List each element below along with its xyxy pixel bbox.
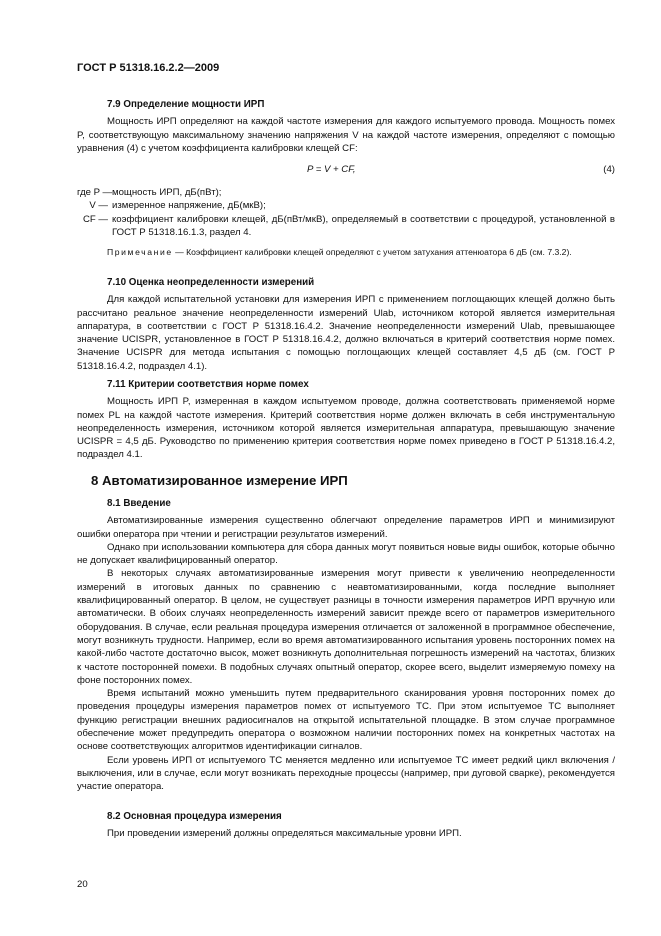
section-8-1-paragraph-3: В некоторых случаях автоматизированные измерения могут привести к увеличению неопределенности измерений в итоговых данных по сравнению с неавтоматизированными, когда последние выполняет квалифицированный оператор. В целом, не существует разницы в точности измерения параметров ИРП вручную или автоматически. В обоих случаях неопределенность измерений зависит прежде всего от параметров измерительного оборудования. В случае, если реальная процедура измерения отличается от заложенной в программное обеспечение, могут возникнуть трудности. Например, если во время автоматизированного испытания уровень посторонних помех на какой-либо частоте достаточно высок, может возникнуть дополнительная погрешность измерений на частотах, близких к частоте посторонней помехи. В подобных случаях опытный оператор, скорее всего, выделит измеряемую помеху на фоне посторонних помех. [77, 568, 615, 686]
definition-term: где P — [77, 187, 113, 199]
equation-number: (4) [603, 164, 615, 176]
section-7-9-title: 7.9 Определение мощности ИРП [107, 99, 265, 110]
definition-text: коэффициент калибровки клещей, дБ(пВт/мкВ), определяемый в соответствии с процедурой, установленной в ГОСТ Р 51318.16.1.3, раздел 4. [112, 213, 615, 239]
section-8 [77, 474, 615, 487]
section-7-10-title: 7.10 Оценка неопределенности измерений [107, 277, 315, 288]
note [77, 246, 615, 258]
section-8-1-paragraph-5: Если уровень ИРП от испытуемого ТС меняется медленно или испытуемое ТС имеет редкий цикл включения / выключения, или в случае, если могут возникать переходные процессы (например, при дуговой сварке), рекомендуется участие оператора. [77, 754, 615, 793]
section-8-title: 8 Автоматизированное измерение ИРП [91, 473, 348, 488]
definition-row [77, 213, 615, 240]
definition-row [77, 199, 615, 212]
section-8-1-title: 8.1 Введение [107, 498, 171, 509]
section-8-1-paragraph-1: Автоматизированные измерения существенно облегчают определение параметров ИРП и минимизируют ошибки оператора при чтении и регистрации результатов измерений. [77, 515, 615, 540]
document-header: ГОСТ Р 51318.16.2.2—2009 [77, 62, 220, 74]
section-7-11 [77, 378, 615, 462]
equation-4 [77, 163, 615, 177]
section-7-9 [77, 98, 615, 258]
note-text: — Коэффициент калибровки клещей определяют с учетом затухания аттенюатора 6 дБ (см. 7.3.2). [172, 247, 572, 258]
page-number: 20 [77, 879, 88, 890]
definition-row [77, 186, 615, 199]
equation-formula: P = V + CF, [307, 164, 356, 176]
definition-text: измеренное напряжение, дБ(мкВ); [112, 200, 266, 212]
section-7-9-paragraph: Мощность ИРП определяют на каждой частоте измерения для каждого испытуемого провода. Мощность помех P, соответствующую максимальному значению напряжения V на каждой частоте измерения, определяют с помощью уравнения (4) с учетом коэффициента калибровки клещей CF: [77, 116, 615, 154]
section-7-11-title: 7.11 Критерии соответствия норме помех [107, 379, 309, 390]
definition-text: мощность ИРП, дБ(пВт); [112, 187, 222, 199]
section-8-2-title: 8.2 Основная процедура измерения [107, 811, 282, 822]
definition-term: CF — [82, 213, 108, 225]
section-8-1-paragraph-4: Время испытаний можно уменьшить путем предварительного сканирования уровня посторонних помех до проведения процедуры измерения параметров помех от испытуемого ТС. При этом испытуемое ТС выполняет функцию регистрации внешних радиосигналов на открытой испытательной площадке. В этом случае программное обеспечение может предупредить оператора о возможном наличии посторонних помех на конкретных частотах на основе соответствующих алгоритмов идентификации сигналов. [77, 688, 615, 753]
section-8-2 [77, 810, 615, 841]
note-label: Примечание [107, 247, 173, 258]
section-7-11-paragraph: Мощность ИРП P, измеренная в каждом испытуемом проводе, должна соответствовать применяемой норме помех PL на каждой частоте измерения. Критерий соответствия норме должен включать в себя инструментальную неопределенность измерения, источником которой является измерительная аппаратура, превышающую значение UCISPR = 4,5 дБ. Руководство по применению критерия соответствия норме помех приведено в ГОСТ Р 51318.16.4.2, подраздел 4.1. [77, 396, 615, 461]
definition-term: V — [89, 200, 108, 212]
section-8-2-paragraph: При проведении измерений должны определяться максимальные уровни ИРП. [107, 828, 462, 840]
section-8-1 [77, 497, 615, 794]
section-8-1-paragraph-2: Однако при использовании компьютера для сбора данных могут появиться новые виды ошибок, которые обычно не допускает квалифицированный оператор. [77, 541, 615, 567]
section-7-10 [77, 276, 615, 373]
section-7-10-paragraph: Для каждой испытательной установки для измерения ИРП с применением поглощающих клещей должно быть рассчитано реальное значение неопределенности измерений Ulab, источником которой является измерительная аппаратура, в соответствии с ГОСТ Р 51318.16.4.2. Значение неопределенности измерений Ulab, превышающее значение UCISPR, установленное в ГОСТ Р 51318.16.4.2, должно включаться в критерий соответствия норме помех. Значение UCISPR для метода испытания с помощью поглощающих клещей составляет 4,5 дБ (см. ГОСТ Р 51318.16.4.2, подраздел 4.1). [77, 294, 615, 372]
variable-definitions [77, 186, 615, 239]
